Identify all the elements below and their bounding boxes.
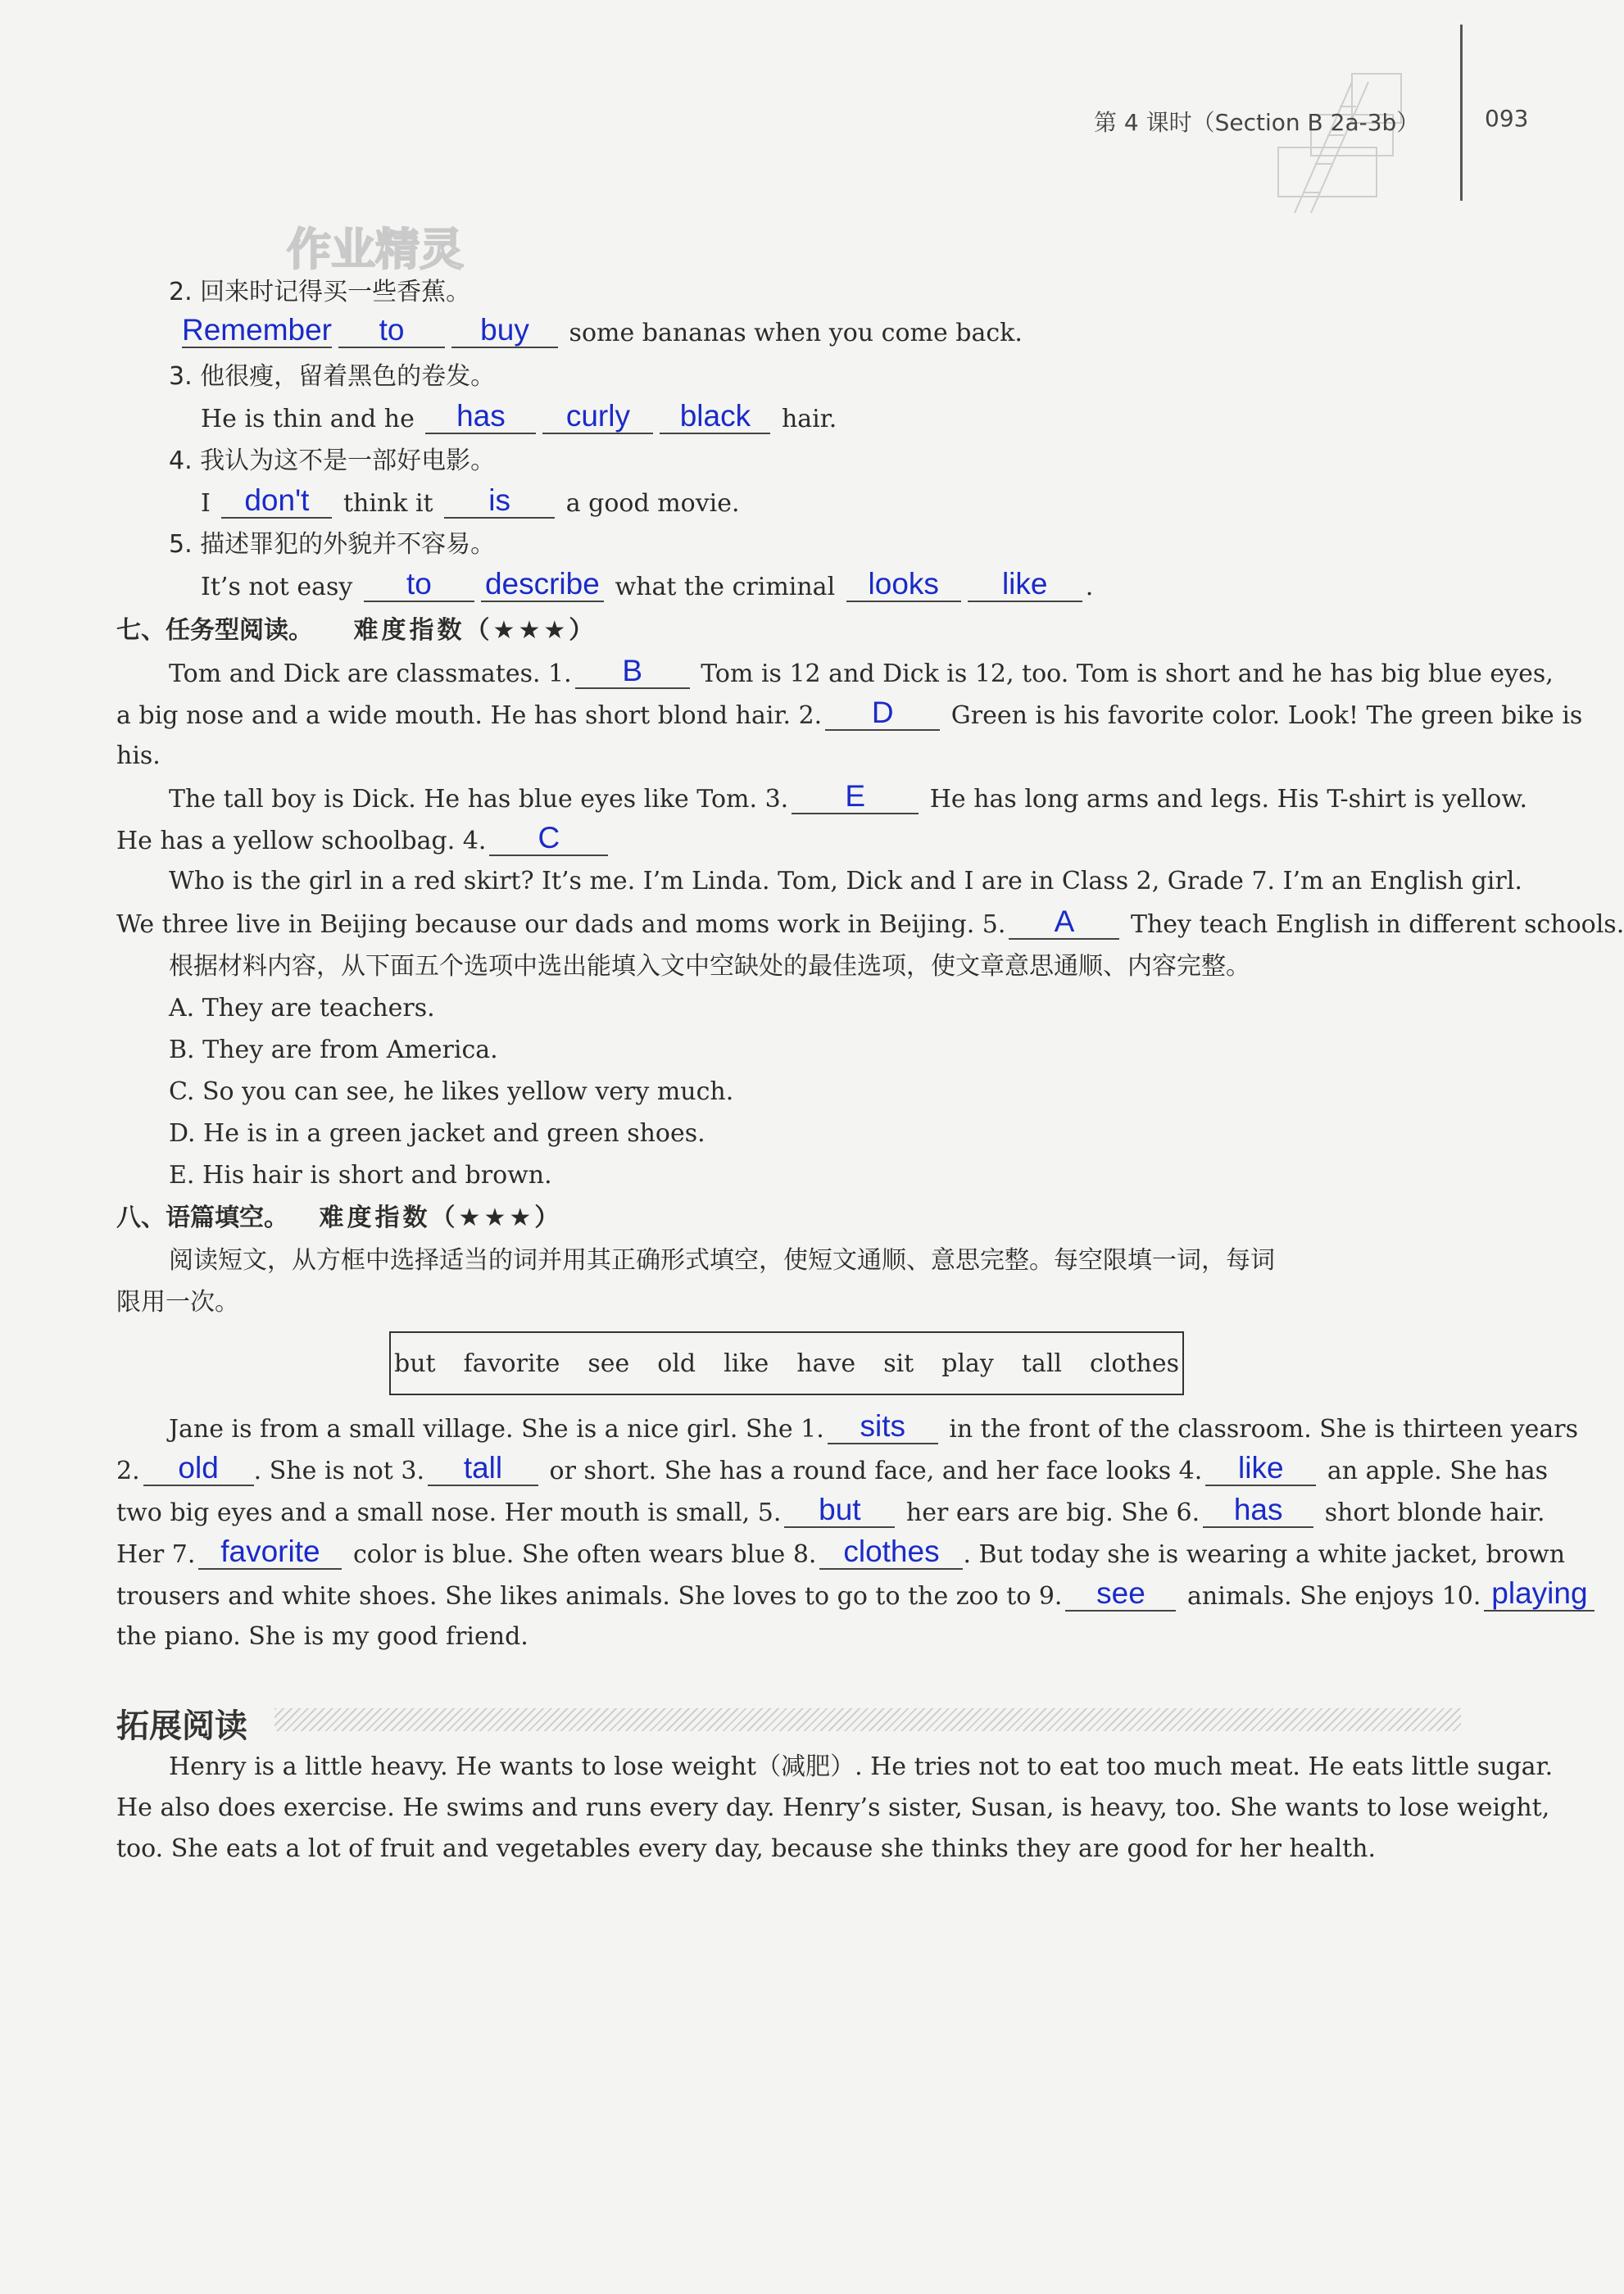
answer-blank: has bbox=[1203, 1494, 1313, 1528]
watermark: 作业精灵 bbox=[287, 224, 464, 275]
passage-text: her ears are big. She 6. bbox=[905, 1498, 1200, 1527]
answer-blank: black bbox=[660, 400, 770, 434]
passage-text: He has a yellow schoolbag. 4. bbox=[116, 827, 487, 855]
s7-line bbox=[169, 656, 1554, 691]
s7-line bbox=[116, 823, 611, 858]
answer-blank: to bbox=[338, 314, 445, 348]
passage-text: animals. She enjoys 10. bbox=[1187, 1582, 1481, 1611]
passage-text: two big eyes and a small nose. Her mouth is small, 5. bbox=[116, 1498, 782, 1527]
word-box bbox=[389, 1331, 1184, 1395]
answer-blank: like bbox=[968, 568, 1082, 602]
option-a: A. They are teachers. bbox=[169, 994, 435, 1022]
answer-blank: B bbox=[575, 655, 690, 689]
word-box-item: like bbox=[724, 1349, 769, 1378]
section7-difficulty: 难度指数（★★★） bbox=[353, 616, 597, 645]
s7-line bbox=[116, 698, 1582, 732]
sentence-tail: . bbox=[1085, 573, 1094, 601]
sentence-tail: some bananas when you come back. bbox=[569, 319, 1023, 347]
answer-blank: to bbox=[364, 568, 474, 602]
passage-text: Jane is from a small village. She is a nice girl. She 1. bbox=[169, 1415, 824, 1444]
option-c: C. So you can see, he likes yellow very much. bbox=[169, 1077, 734, 1106]
passage-text: The tall boy is Dick. He has blue eyes like Tom. 3. bbox=[169, 785, 789, 814]
sentence-mid: think it bbox=[342, 489, 433, 518]
s6-item5-cn: 5. 描述罪犯的外貌并不容易。 bbox=[169, 530, 496, 559]
word-box-item: sit bbox=[883, 1349, 914, 1378]
answer-blank: has bbox=[425, 400, 536, 434]
word-box-item: clothes bbox=[1090, 1349, 1179, 1378]
decorative-rule bbox=[274, 1708, 1461, 1731]
extension-line: too. She eats a lot of fruit and vegetables every day, because she thinks they are good for her health. bbox=[116, 1834, 1377, 1863]
extension-line: He also does exercise. He swims and runs every day. Henry’s sister, Susan, is heavy, too. She wants to lose weight, bbox=[116, 1793, 1550, 1822]
option-e: E. His hair is short and brown. bbox=[169, 1161, 552, 1190]
answer-blank: sits bbox=[828, 1410, 938, 1444]
sentence-mid: what the criminal bbox=[615, 573, 836, 601]
answer-blank: D bbox=[825, 696, 940, 731]
passage-text: We three live in Beijing because our dads and moms work in Beijing. 5. bbox=[116, 910, 1006, 939]
answer-blank: E bbox=[792, 780, 919, 814]
header-divider bbox=[1460, 25, 1463, 201]
answer-blank: favorite bbox=[198, 1535, 342, 1570]
passage-text: an apple. She has bbox=[1327, 1457, 1549, 1485]
section8-difficulty: 难度指数（★★★） bbox=[319, 1204, 563, 1232]
extension-line: Henry is a little heavy. He wants to lose weight（减肥）. He tries not to eat too much meat. He eats little sugar. bbox=[169, 1752, 1554, 1781]
sentence-lead: He is thin and he bbox=[201, 405, 415, 433]
passage-text: or short. She has a round face, and her face looks 4. bbox=[549, 1457, 1203, 1485]
s7-line bbox=[116, 904, 1624, 941]
passage-text: trousers and white shoes. She likes animals. She loves to go to the zoo to 9. bbox=[116, 1582, 1063, 1611]
option-b: B. They are from America. bbox=[169, 1036, 498, 1064]
answer-blank: playing bbox=[1484, 1577, 1595, 1612]
sentence-tail: a good movie. bbox=[565, 489, 740, 518]
s6-item5-en bbox=[201, 569, 1093, 604]
answer-blank: don't bbox=[221, 484, 332, 519]
sentence-lead: I bbox=[201, 489, 211, 518]
passage-text: Green is his favorite color. Look! The green bike is bbox=[950, 701, 1583, 730]
s8-line: the piano. She is my good friend. bbox=[116, 1622, 528, 1651]
sentence-lead: It’s not easy bbox=[201, 573, 353, 601]
passage-text: They teach English in different schools. bbox=[1130, 910, 1624, 939]
s8-instruction: 阅读短文，从方框中选择适当的词并用其正确形式填空，使短文通顺、意思完整。每空限填一词，每词 bbox=[169, 1246, 1275, 1275]
passage-text: Tom is 12 and Dick is 12, too. Tom is short and he has big blue eyes, bbox=[701, 660, 1554, 688]
word-box-item: but bbox=[394, 1349, 436, 1378]
word-box-item: see bbox=[587, 1349, 630, 1378]
word-box-item: favorite bbox=[463, 1349, 560, 1378]
answer-blank: curly bbox=[542, 400, 653, 434]
s6-item3-en bbox=[201, 401, 837, 436]
answer-blank: old bbox=[143, 1452, 254, 1486]
answer-blank: looks bbox=[846, 568, 961, 602]
passage-text: Tom and Dick are classmates. 1. bbox=[169, 660, 572, 688]
s8-line bbox=[116, 1495, 1545, 1530]
extension-title: 拓展阅读 bbox=[116, 1707, 247, 1745]
s6-item4-cn: 4. 我认为这不是一部好电影。 bbox=[169, 447, 496, 475]
answer-blank: is bbox=[444, 484, 555, 519]
answer-blank: buy bbox=[451, 314, 558, 348]
answer-blank: but bbox=[784, 1494, 895, 1528]
answer-blank: tall bbox=[428, 1452, 538, 1486]
section7-heading bbox=[116, 614, 597, 647]
answer-blank: A bbox=[1009, 905, 1119, 940]
passage-text: a big nose and a wide mouth. He has short blond hair. 2. bbox=[116, 701, 823, 730]
word-box-item: tall bbox=[1021, 1349, 1063, 1378]
answer-blank: C bbox=[489, 822, 608, 856]
passage-text: 2. bbox=[116, 1457, 140, 1485]
word-box-item: play bbox=[941, 1349, 994, 1378]
s6-item2-en bbox=[182, 315, 1023, 350]
passage-text: color is blue. She often wears blue 8. bbox=[352, 1540, 817, 1569]
s8-line bbox=[169, 1409, 1579, 1446]
section7-title: 七、任务型阅读。 bbox=[116, 616, 313, 645]
s6-item3-cn: 3. 他很瘦，留着黑色的卷发。 bbox=[169, 362, 496, 391]
lesson-header-title: 第 4 课时（Section B 2a-3b） bbox=[1094, 109, 1420, 136]
s6-item4-en bbox=[201, 483, 740, 520]
s8-line bbox=[116, 1453, 1548, 1488]
s7-line: Who is the girl in a red skirt? It’s me. I’m Linda. Tom, Dick and I are in Class 2, Grade 7. I’m an English girl. bbox=[169, 867, 1522, 895]
answer-blank: see bbox=[1065, 1577, 1176, 1612]
s8-line bbox=[116, 1576, 1598, 1613]
passage-text: . But today she is wearing a white jacket, brown bbox=[963, 1540, 1566, 1569]
s7-instruction: 根据材料内容，从下面五个选项中选出能填入文中空缺处的最佳选项，使文章意思通顺、内容完整。 bbox=[169, 952, 1250, 981]
word-box-item: old bbox=[657, 1349, 696, 1378]
section8-heading bbox=[116, 1202, 562, 1235]
passage-text: short blonde hair. bbox=[1324, 1498, 1545, 1527]
option-d: D. He is in a green jacket and green shoes. bbox=[169, 1119, 705, 1148]
answer-blank: clothes bbox=[819, 1535, 963, 1570]
passage-text: He has long arms and legs. His T-shirt is yellow. bbox=[929, 785, 1527, 814]
s6-item2-cn: 2. 回来时记得买一些香蕉。 bbox=[169, 278, 471, 306]
passage-text: in the front of the classroom. She is thirteen years bbox=[949, 1415, 1579, 1444]
answer-blank: like bbox=[1205, 1452, 1316, 1486]
passage-text: . She is not 3. bbox=[253, 1457, 424, 1485]
answer-blank: describe bbox=[481, 568, 604, 602]
s8-instruction: 限用一次。 bbox=[116, 1288, 239, 1317]
answer-blank: Remember bbox=[182, 313, 332, 347]
passage-text: Her 7. bbox=[116, 1540, 196, 1569]
s7-line bbox=[169, 779, 1527, 816]
page-number: 093 bbox=[1485, 105, 1529, 132]
s7-line: his. bbox=[116, 741, 161, 770]
section8-title: 八、语篇填空。 bbox=[116, 1204, 288, 1232]
word-box-item: have bbox=[796, 1349, 856, 1378]
s8-line bbox=[116, 1537, 1565, 1571]
sentence-tail: hair. bbox=[781, 405, 837, 433]
